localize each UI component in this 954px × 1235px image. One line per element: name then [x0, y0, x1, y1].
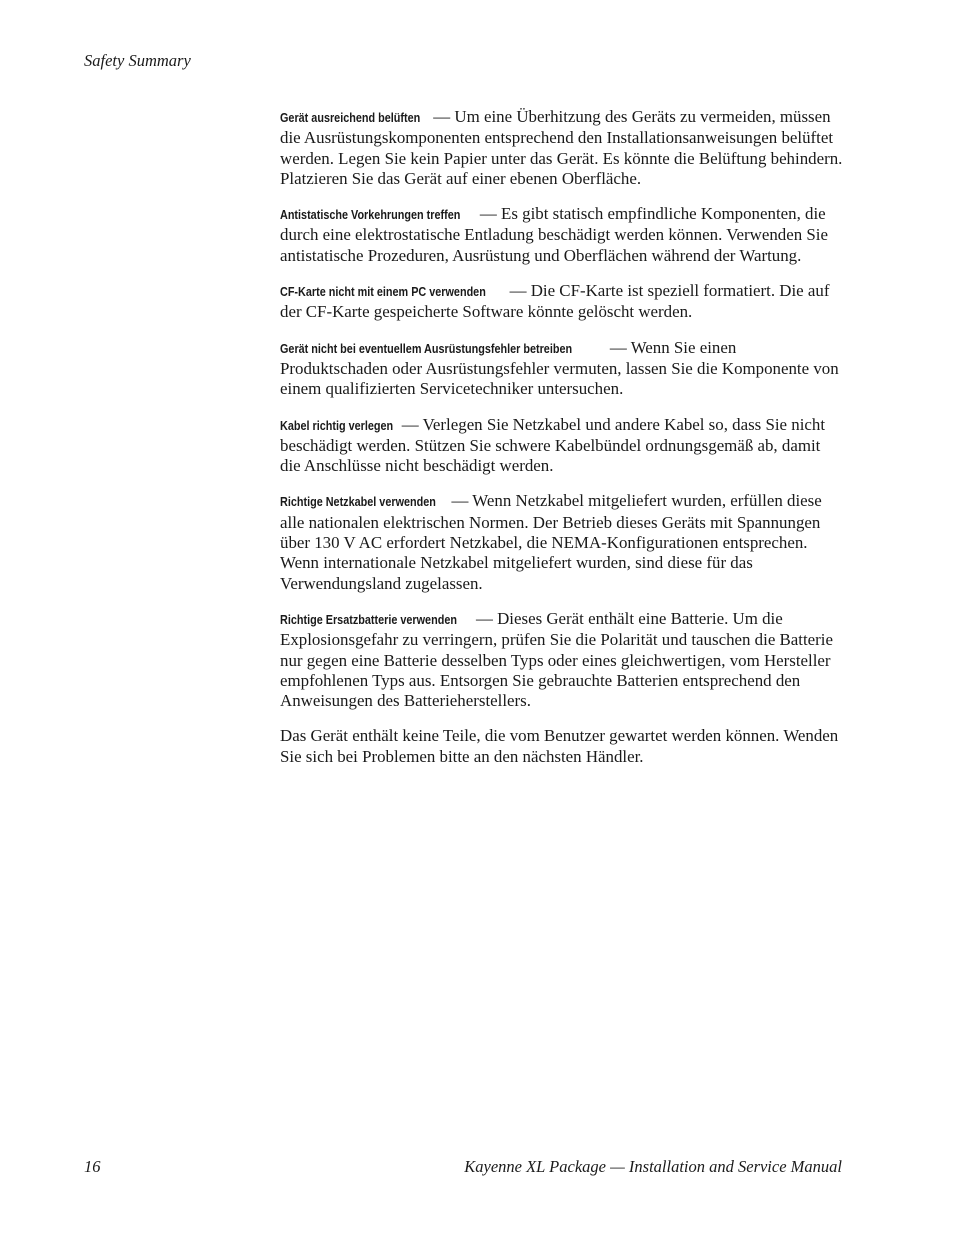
section-cable-routing	[280, 415, 845, 477]
section-body: Verlegen Sie Netzkabel und andere Kabel so, dass Sie nicht beschädigt werden. Stützen Sie schwere Kabelbündel ordnungsgemäß ab, damit die Anschlüsse nicht beschädigt werden.	[280, 414, 826, 476]
section-antistatic	[280, 204, 845, 266]
section-heading: Antistatische Vorkehrungen treffen	[280, 208, 461, 223]
section-body: Die CF-Karte ist speziell formatiert. Die auf der CF-Karte gespeicherte Software könnte gelöscht werden.	[280, 281, 830, 322]
section-heading: Richtige Ersatzbatterie verwenden	[280, 612, 457, 627]
em-dash: —	[397, 414, 423, 434]
section-heading: Gerät ausreichend belüften	[280, 111, 421, 125]
section-body: Wenn Netzkabel mitgeliefert wurden, erfüllen diese alle nationalen elektrischen Normen. Der Betrieb dieses Geräts mit Spannungen über 130 V AC erfordert Netzkabel, die NEMA-Konfigurationen entsprechen. Wenn internationale Netzkabel mitgeliefert wurden, sind diese für das Verwendungsland zugelassen.	[280, 491, 822, 593]
em-dash: —	[429, 107, 455, 126]
section-cf-card	[280, 281, 845, 323]
closing-paragraph: Das Gerät enthält keine Teile, die vom Benutzer gewartet werden können. Wenden Sie sich bei Problemen bitte an den nächsten Händler.	[280, 726, 839, 766]
page-number: 16	[84, 1157, 101, 1176]
section-heading: Gerät nicht bei eventuellem Ausrüstungsfehler betreiben	[280, 341, 573, 356]
body-column	[280, 107, 845, 782]
section-body: Dieses Gerät enthält eine Batterie. Um die Explosionsgefahr zu verringern, prüfen Sie die Polarität und tauschen die Batterie nur gegen eine Batterie desselben Typs oder eines gleichwertigen, vom Hersteller empfohlenen Typs aus. Entsorgen Sie gebrauchte Batterien entsprechend den Anweisungen des Batterieherstellers.	[280, 608, 833, 711]
em-dash: —	[605, 337, 631, 357]
section-body: Wenn Sie einen Produktschaden oder Ausrüstungsfehler vermuten, lassen Sie die Komponente von einem qualifizierten Servicetechniker untersuchen.	[280, 337, 839, 399]
section-ventilation	[280, 107, 845, 189]
section-power-cords	[280, 491, 845, 593]
section-body: Um eine Überhitzung des Geräts zu vermeiden, müssen die Ausrüstungskomponenten entsprechend den Installationsanweisungen belüftet werden. Legen Sie kein Papier unter das Gerät. Es könnte die Belüftung behindern. Platzieren Sie das Gerät auf einer ebenen Oberfläche.	[280, 107, 843, 188]
section-equipment-fault	[280, 338, 845, 400]
section-battery	[280, 609, 845, 711]
em-dash: —	[475, 204, 502, 224]
em-dash: —	[447, 491, 473, 511]
manual-title: Kayenne XL Package — Installation and Service Manual	[464, 1157, 842, 1176]
section-heading: CF-Karte nicht mit einem PC verwenden	[280, 285, 486, 300]
section-heading: Richtige Netzkabel verwenden	[280, 495, 436, 510]
em-dash: —	[505, 281, 531, 301]
section-body: Es gibt statisch empfindliche Komponenten, die durch eine elektrostatische Entladung beschädigt werden können. Verwenden Sie antistatische Prozeduren, Ausrüstung und Oberflächen während der Wartung.	[280, 204, 828, 265]
section-heading: Kabel richtig verlegen	[280, 418, 394, 433]
running-head: Safety Summary	[84, 51, 191, 70]
em-dash: —	[471, 608, 498, 628]
